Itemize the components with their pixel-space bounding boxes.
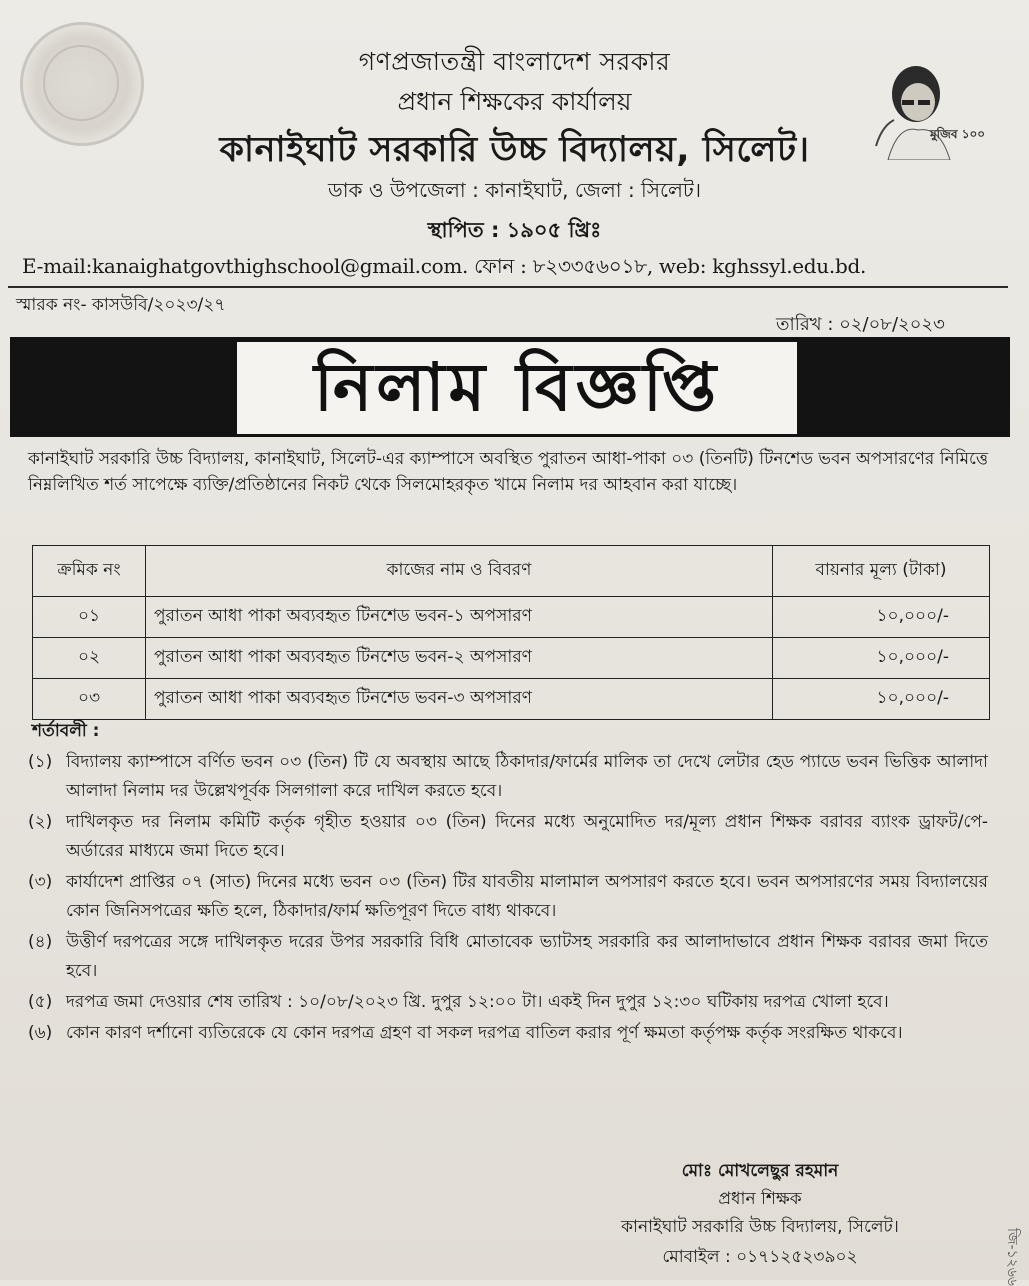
side-code: জি-১২৬৬ — [1004, 1228, 1020, 1286]
signatory-designation: প্রধান শিক্ষক — [718, 1189, 802, 1209]
school-name: কানাইঘাট সরকারি উচ্চ বিদ্যালয়, সিলেট। — [219, 130, 810, 170]
signatory-mobile: মোবাইল : ০১৭১২৫২৩৯০২ — [662, 1247, 858, 1267]
table-header-row — [33, 546, 990, 597]
row-description: পুরাতন আধা পাকা অব্যবহৃত টিনশেড ভবন-২ অপসারণ — [146, 638, 773, 679]
table-row — [33, 679, 990, 720]
condition-text: দরপত্র জমা দেওয়ার শেষ তারিখ : ১০/০৮/২০২৩ খ্রি. দুপুর ১২:০০ টা। একই দিন দুপুর ১২:৩০ ঘটিকায় দরপত্র খোলা হবে। — [66, 992, 889, 1012]
row-description: পুরাতন আধা পাকা অব্যবহৃত টিনশেড ভবন-১ অপসারণ — [146, 597, 773, 638]
header-description: কাজের নাম ও বিবরণ — [146, 546, 773, 597]
government-line: গণপ্রজাতন্ত্রী বাংলাদেশ সরকার — [358, 47, 671, 76]
address-line: ডাক ও উপজেলা : কানাইঘাট, জেলা : সিলেট। — [328, 178, 701, 202]
condition-number: (৬) — [28, 1023, 53, 1043]
row-amount: ১০,০০০/- — [773, 638, 990, 679]
row-serial: ০২ — [33, 638, 146, 679]
work-table — [32, 545, 990, 720]
table-row — [33, 597, 990, 638]
row-amount: ১০,০০০/- — [773, 679, 990, 720]
header-serial: ক্রমিক নং — [33, 546, 146, 597]
row-serial: ০৩ — [33, 679, 146, 720]
row-amount: ১০,০০০/- — [773, 597, 990, 638]
condition-number: (৩) — [28, 872, 53, 892]
notice-intro: কানাইঘাট সরকারি উচ্চ বিদ্যালয়, কানাইঘাট, সিলেট-এর ক্যাম্পাসে অবস্থিত পুরাতন আধা-পাকা ০৩ (তিনটি) টিনশেড ভবন অপসারণের নিমিত্তে নিম্নলিখিত শর্ত সাপেক্ষে ব্যক্তি/প্রতিষ্ঠানের নিকট থেকে সিলমোহরকৃত খামে নিলাম দর আহবান করা যাচ্ছে। — [28, 449, 988, 495]
condition-item — [28, 928, 988, 986]
condition-number: (৪) — [28, 932, 53, 952]
condition-item — [28, 868, 988, 926]
condition-text: দাখিলকৃত দর নিলাম কমিটি কর্তৃক গৃহীত হওয়ার ০৩ (তিন) দিনের মধ্যে অনুমোদিত দর/মূল্য প্রধান শিক্ষক বরাবর ব্যাংক ড্রাফট/পে-অর্ডারের মাধ্যমে জমা দিতে হবে। — [66, 812, 988, 861]
header-divider — [8, 286, 1008, 288]
notice-title: নিলাম বিজ্ঞপ্তি — [237, 342, 797, 434]
condition-number: (১) — [28, 752, 53, 772]
condition-item — [28, 748, 988, 806]
condition-text: কোন কারণ দর্শানো ব্যতিরেকে যে কোন দরপত্র গ্রহণ বা সকল দরপত্র বাতিল করার পূর্ণ ক্ষমতা কর্তৃপক্ষ কর্তৃক সংরক্ষিত থাকবে। — [66, 1023, 903, 1043]
condition-item — [28, 988, 988, 1017]
conditions-heading: শর্তাবলী : — [32, 721, 100, 741]
condition-number: (৫) — [28, 992, 53, 1012]
condition-item — [28, 1019, 988, 1048]
conditions-list — [28, 748, 988, 1050]
condition-text: কার্যাদেশ প্রাপ্তির ০৭ (সাত) দিনের মধ্যে ভবন ০৩ (তিন) টির যাবতীয় মালামাল অপসারণ করতে হবে। ভবন অপসারণের সময় বিদ্যালয়ের কোন জিনিসপত্রের ক্ষতি হলে, ঠিকাদার/ফার্ম ক্ষতিপূরণ দিতে বাধ্য থাকবে। — [66, 872, 988, 921]
condition-number: (২) — [28, 812, 53, 832]
memo-date: তারিখ : ০২/০৮/২০২৩ — [776, 314, 945, 335]
signatory-name: মোঃ মোখলেছুর রহমান — [681, 1161, 839, 1181]
condition-text: বিদ্যালয় ক্যাম্পাসে বর্ণিত ভবন ০৩ (তিন) টি যে অবস্থায় আছে ঠিকাদার/ফার্মের মালিক তা দেখে লেটার হেড প্যাডে ভবন ভিত্তিক আলাদা আলাদা নিলাম দর উল্লেখপূর্বক সিলগালা করে দাখিল করতে হবে। — [66, 752, 988, 801]
signatory-institution: কানাইঘাট সরকারি উচ্চ বিদ্যালয়, সিলেট। — [621, 1217, 899, 1237]
mujib-100-logo-text: মুজিব ১০০ — [930, 127, 986, 141]
condition-text: উত্তীর্ণ দরপত্রের সঙ্গে দাখিলকৃত দরের উপর সরকারি বিধি মোতাবেক ভ্যাটসহ সরকারি কর আলাদাভাবে প্রধান শিক্ষক বরাবর জমা দিতে হবে। — [66, 932, 988, 981]
condition-item — [28, 808, 988, 866]
row-description: পুরাতন আধা পাকা অব্যবহৃত টিনশেড ভবন-৩ অপসারণ — [146, 679, 773, 720]
memo-reference: স্মারক নং- কাসউবি/২০২৩/২৭ — [16, 295, 226, 315]
row-serial: ০১ — [33, 597, 146, 638]
office-line: প্রধান শিক্ষকের কার্যালয় — [397, 87, 632, 116]
contact-line: E-mail:kanaighatgovthighschool@gmail.com. ফোন : ৮২৩৩৫৬০১৮, web: kghssyl.edu.bd. — [22, 254, 867, 278]
established-line: স্থাপিত : ১৯০৫ খ্রিঃ — [427, 218, 602, 242]
table-row — [33, 638, 990, 679]
header-amount: বায়নার মূল্য (টাকা) — [773, 546, 990, 597]
